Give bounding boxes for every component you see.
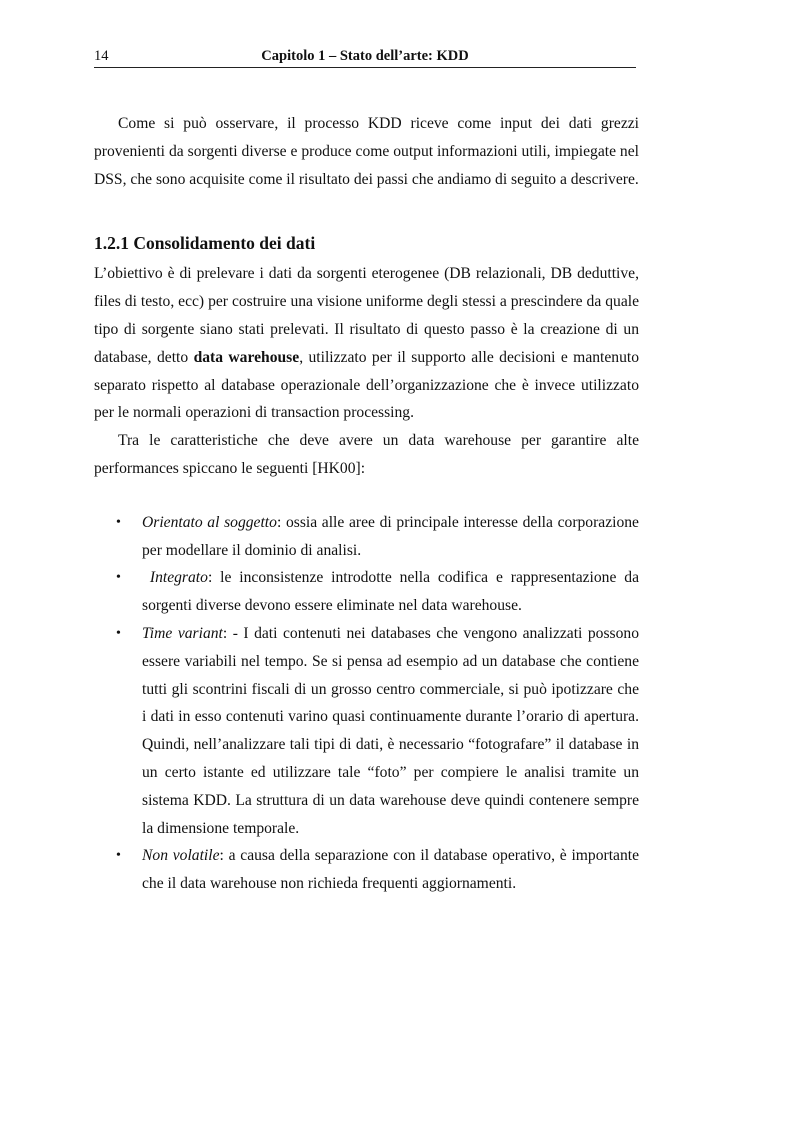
list-item-term: Non volatile [142, 847, 220, 865]
section-paragraph-1 [94, 260, 639, 427]
page-number: 14 [94, 48, 109, 64]
paragraph-1-text-end: , utilizzato per il supporto alle decisioni e mantenuto separato rispetto al database operazionale dell’organizzazione che è invece utilizzato per le normali operazioni di transaction processing. [94, 348, 640, 422]
list-item-term: Orientato al soggetto [142, 513, 277, 531]
list-item-term: Integrato [149, 569, 208, 587]
list-item [94, 509, 639, 565]
list-item-term: Time variant [142, 624, 223, 642]
list-item-text: : a causa della separazione con il database operativo, è importante che il data warehouse non richieda frequenti aggiornamenti. [142, 847, 639, 893]
list-item [94, 564, 639, 620]
bullet-icon: • [116, 570, 121, 586]
paragraph-1-bold-term: data warehouse [193, 348, 300, 366]
section-heading: 1.2.1 Consolidamento dei dati [94, 233, 316, 254]
list-item [94, 842, 639, 898]
page-content [94, 110, 639, 898]
list-item-text: : le inconsistenze introdotte nella codifica e rappresentazione da sorgenti diverse devono essere eliminate nel data warehouse. [142, 569, 640, 615]
bullet-icon: • [116, 514, 121, 530]
characteristics-list [94, 509, 639, 898]
list-item-text: : - I dati contenuti nei databases che vengono analizzati possono essere variabili nel tempo. Se si pensa ad esempio ad un database che contiene tutti gli scontrini fiscali di un grosso centro commerciale, si può ipotizzare che i dati in esso contenuti varino quasi continuamente durante l’orario di apertura. Quindi, nell’analizzare tali tipi di dati, è necessario “fotografare” il database in un certo istante ed utilizzare tale “foto” per compiere le analisi tramite un sistema KDD. La struttura di un data warehouse deve quindi contenere sempre la dimensione temporale. [142, 624, 639, 837]
paragraph-1-text-start: L’obiettivo è di prelevare i dati da sorgenti eterogenee (DB relazionali, DB deduttive, files di testo, ecc) per costruire una visione uniforme degli stessi a prescindere da quale tipo di sorgente siano stati prelevati. Il risultato di questo passo è la creazione di un database, detto [94, 265, 639, 366]
intro-paragraph: Come si può osservare, il processo KDD riceve come input dei dati grezzi provenienti da sorgenti diverse e produce come output informazioni utili, impiegate nel DSS, che sono acquisite come il risultato dei passi che andiamo di seguito a descrivere. [94, 115, 639, 188]
running-title: Capitolo 1 – Stato dell’arte: KDD [261, 48, 469, 64]
page-header [94, 48, 636, 68]
list-item [94, 620, 639, 842]
bullet-icon: • [116, 848, 121, 864]
list-item-text: : ossia alle aree di principale interesse della corporazione per modellare il dominio di analisi. [142, 513, 639, 559]
bullet-icon: • [116, 625, 121, 641]
section-paragraph-2: Tra le caratteristiche che deve avere un data warehouse per garantire alte performances spiccano le seguenti [HK00]: [94, 432, 639, 477]
